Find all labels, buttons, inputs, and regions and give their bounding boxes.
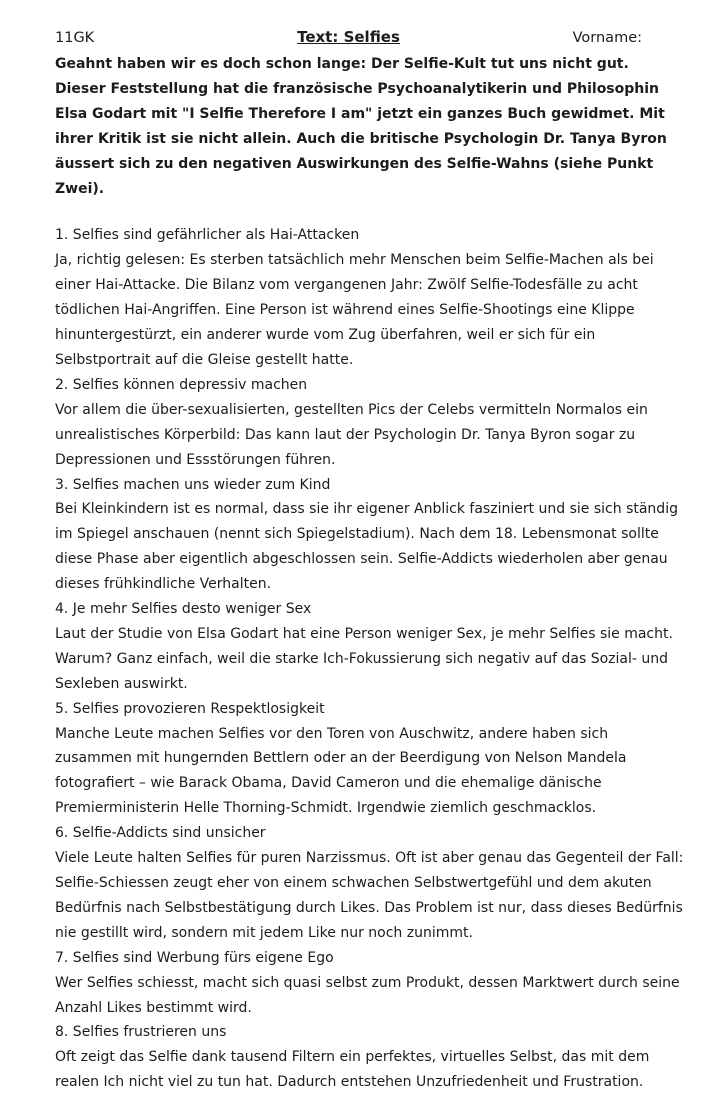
section-body: Manche Leute machen Selfies vor den Toren von Auschwitz, andere haben sich zusammen mit hungernden Bettlern oder an der Beerdigung von Nelson Mandela fotografiert – wie Barack Obama, David Cameron und die ehemalige dänische Premierministerin Helle Thorning-Schmidt. Irgendwie ziemlich geschmacklos. <box>55 725 627 817</box>
section-heading: 8. Selfies frustrieren uns <box>55 1024 227 1041</box>
class-label: 11GK <box>55 30 95 46</box>
section-heading: 2. Selfies können depressiv machen <box>55 376 308 393</box>
section-heading: 6. Selfie-Addicts sind unsicher <box>55 825 266 842</box>
text-section <box>55 223 684 372</box>
section-body: Viele Leute halten Selfies für puren Narzissmus. Oft ist aber genau das Gegenteil der Fall: Selfie-Schiessen zeugt eher von einem schwachen Selbstwertgefühl und dem akuten Bedürfnis nach Selbstbestätigung durch Likes. Das Problem ist nur, dass dieses Bedürfnis nie gestillt wird, sondern mit jedem Like nur noch zunimmt. <box>55 850 684 941</box>
section-body: Bei Kleinkindern ist es normal, dass sie ihr eigener Anblick fasziniert und sie sich ständig im Spiegel anschauen (nennt sich Spiegelstadium). Nach dem 18. Lebensmonat sollte diese Phase aber eigentlich abgeschlossen sein. Selfie-Addicts wiederholen aber genau dieses frühkindliche Verhalten. <box>55 501 678 593</box>
vorname-label: Vorname: <box>572 30 643 46</box>
section-body: Wer Selfies schiesst, macht sich quasi selbst zum Produkt, dessen Marktwert durch seine Anzahl Likes bestimmt wird. <box>55 974 680 1016</box>
text-section <box>55 473 684 598</box>
section-body: Ja, richtig gelesen: Es sterben tatsächlich mehr Menschen beim Selfie-Machen als bei einer Hai-Attacke. Die Bilanz vom vergangenen Jahr: Zwölf Selfie-Todesfälle zu acht tödlichen Hai-Angriffen. Eine Person ist während eines Selfie-Shootings eine Klippe hinuntergestürzt, ein anderer wurde vom Zug überfahren, weil er sich für ein Selbstportrait auf die Gleise gestellt hatte. <box>55 252 654 368</box>
text-section <box>55 821 684 946</box>
section-body: Oft zeigt das Selfie dank tausend Filtern ein perfektes, virtuelles Selbst, das mit dem realen Ich nicht viel zu tun hat. Dadurch entstehen Unzufriedenheit und Frustration. <box>55 1049 650 1091</box>
text-section <box>55 697 684 822</box>
section-heading: 7. Selfies sind Werbung fürs eigene Ego <box>55 949 334 966</box>
section-body: Laut der Studie von Elsa Godart hat eine Person weniger Sex, je mehr Selfies sie macht. Warum? Ganz einfach, weil die starke Ich-Fokussierung sich negativ auf das Sozial- und Sexleben auswirkt. <box>55 625 673 692</box>
intro-paragraph: Geahnt haben wir es doch schon lange: Der Selfie-Kult tut uns nicht gut. Dieser Feststellung hat die französische Psychoanalytikerin und Philosophin Elsa Godart mit "I Selfie Therefore I am" jetzt ein ganzes Buch gewidmet. Mit ihrer Kritik ist sie nicht allein. Auch die britische Psychologin Dr. Tanya Byron äussert sich zu den negativen Auswirkungen des Selfie-Wahns (siehe Punkt Zwei). <box>55 56 667 197</box>
section-heading: 4. Je mehr Selfies desto weniger Sex <box>55 601 312 618</box>
section-heading: 1. Selfies sind gefährlicher als Hai-Attacken <box>55 227 360 244</box>
document-header <box>55 28 684 46</box>
section-heading: 3. Selfies machen uns wieder zum Kind <box>55 476 331 493</box>
page-title: Text: Selfies <box>297 28 400 46</box>
section-body: Vor allem die über-sexualisierten, gestellten Pics der Celebs vermitteln Normalos ein unrealistisches Körperbild: Das kann laut der Psychologin Dr. Tanya Byron sogar zu Depressionen und Essstörungen führen. <box>55 401 648 468</box>
text-section <box>55 946 684 1021</box>
text-section <box>55 373 684 473</box>
text-section <box>55 1020 684 1095</box>
sections-container <box>55 223 684 1095</box>
text-section <box>55 597 684 697</box>
section-heading: 5. Selfies provozieren Respektlosigkeit <box>55 700 325 717</box>
